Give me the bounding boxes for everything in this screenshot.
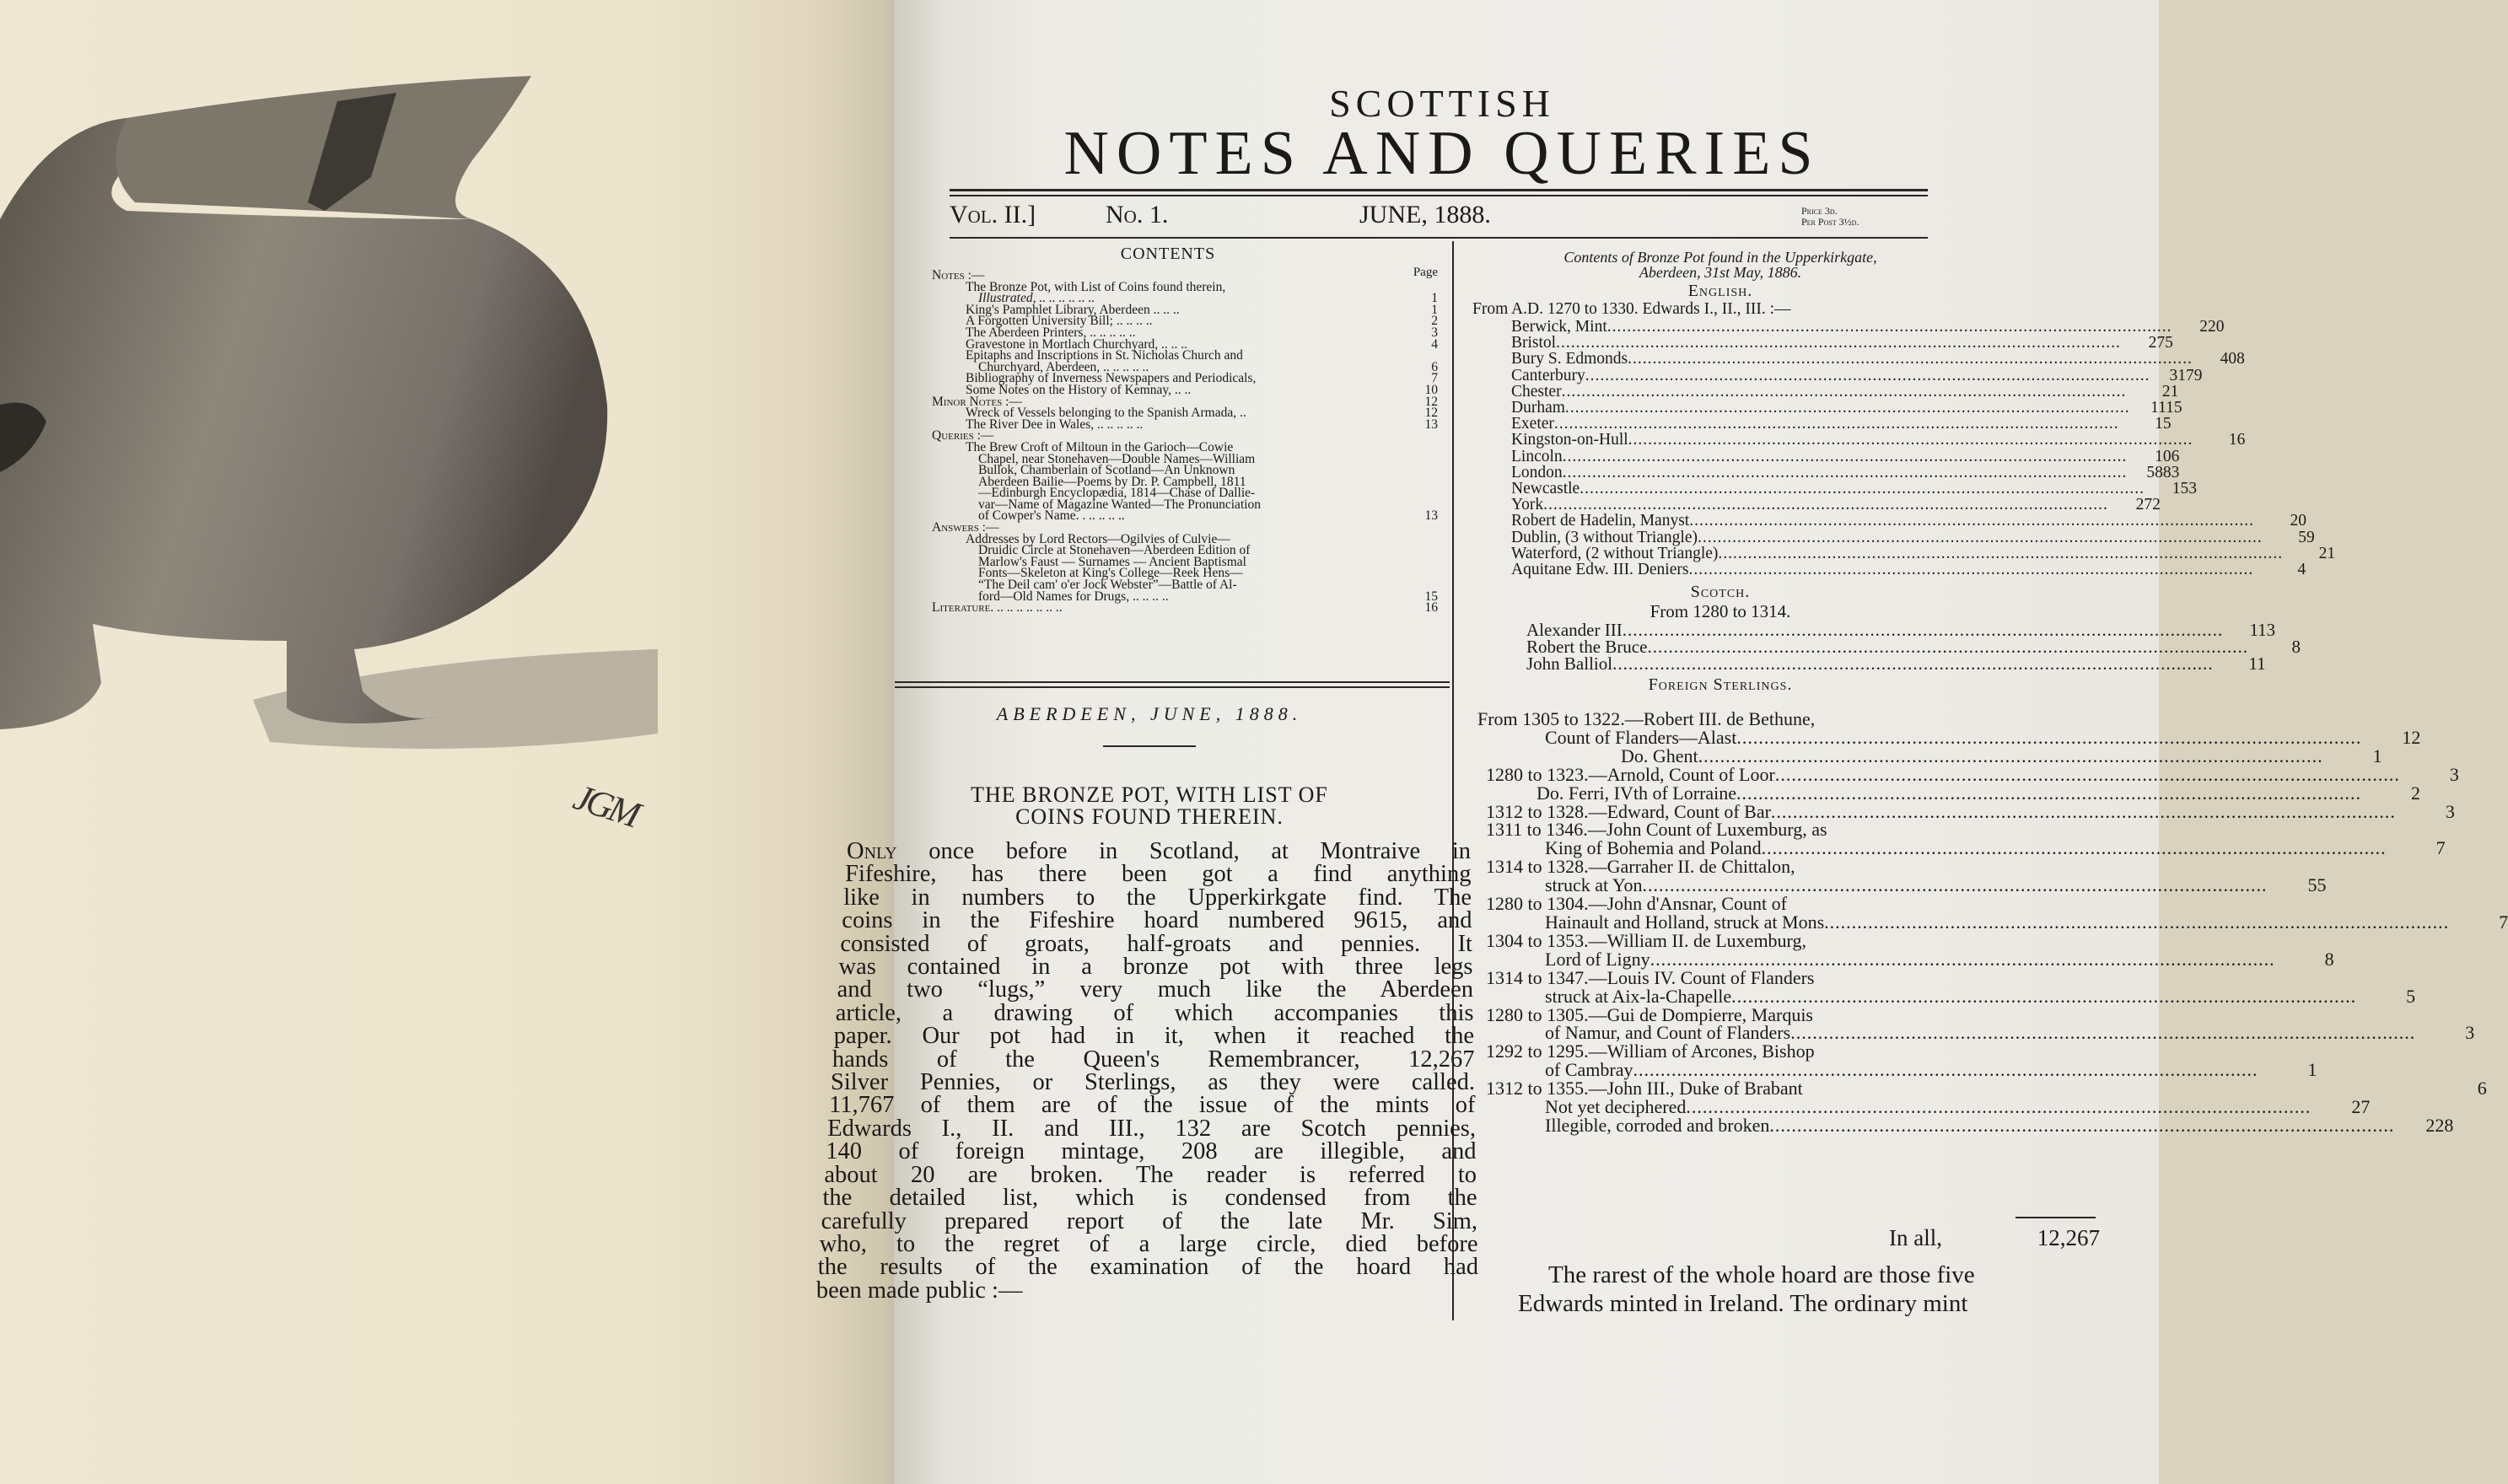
article-body-line xyxy=(847,840,1471,863)
line-text: once before in Scotland, at Montraive in xyxy=(896,838,1471,864)
mint-name: York xyxy=(1511,496,1544,514)
entry-text: Fonts—Skeleton at King's College—Reek Hens— xyxy=(978,566,1243,581)
foreign-entry-text: Count of Flanders—Alast xyxy=(1545,726,1737,748)
total-rule xyxy=(2016,1217,2096,1218)
foreign-entry-row xyxy=(1477,1078,2487,1100)
mint-name: Aquitane Edw. III. Deniers xyxy=(1511,561,1689,579)
line-text: the detailed list, which is condensed from the xyxy=(822,1185,1477,1212)
english-intro: From A.D. 1270 to 1330. Edwards I., II., III. :— xyxy=(1472,300,1791,318)
price-line1: Price 3d. xyxy=(1801,205,1838,217)
entry-text: The Brew Croft of Miltoun in the Garioch—Cowie xyxy=(966,439,1234,454)
coin-row xyxy=(1511,415,2172,433)
dot-leader xyxy=(1771,803,2396,821)
dot-leader xyxy=(1736,729,2361,747)
foreign-entry-text: 1312 to 1355.—John III., Duke of Brabant xyxy=(1486,1078,1803,1100)
article-body-line xyxy=(837,978,1473,1001)
coin-count: 21 xyxy=(2161,382,2179,401)
dot-leader xyxy=(1562,384,2127,400)
masthead-rule-top-2 xyxy=(950,195,1928,196)
dot-leader xyxy=(1563,449,2128,465)
page-number: 12 xyxy=(1424,406,1438,421)
coin-row xyxy=(1526,653,2266,675)
coin-list-title-line1: Contents of Bronze Pot found in the Upperkirkgate, xyxy=(1563,249,1877,266)
dot-leader xyxy=(1628,351,2193,367)
masthead-rule-bottom xyxy=(950,237,1928,239)
coin-row xyxy=(1526,620,2276,641)
total-label: In all, xyxy=(1889,1225,1942,1250)
entry-text: A Forgotten University Bill; .. .. .. .. xyxy=(966,314,1153,329)
coin-row xyxy=(1511,382,2179,401)
dateline: ABERDEEN, JUNE, 1888. xyxy=(996,703,1303,724)
page-number: 7 xyxy=(1431,371,1438,386)
coin-list-title-line2: Aberdeen, 31st May, 1886. xyxy=(1639,264,1802,281)
coin-list xyxy=(1459,249,2336,695)
coin-count: 113 xyxy=(2249,620,2276,641)
dot-leader xyxy=(1718,546,2283,562)
coin-row xyxy=(1511,366,2203,384)
page-number: 2 xyxy=(1431,314,1438,329)
entry-text: Churchyard, Aberdeen, .. .. .. .. .. xyxy=(978,359,1149,374)
article-body-line xyxy=(827,1117,1476,1140)
foreign-entry-line: 1292 to 1295.—William of Arcones, Bishop xyxy=(1486,1040,1815,1062)
coin-count: 7 xyxy=(2435,837,2446,859)
issue-date: JUNE, 1888. xyxy=(1359,201,1491,229)
article-title-line2: COINS FOUND THEREIN. xyxy=(1015,804,1284,829)
page-number: 3 xyxy=(1431,325,1438,340)
foreign-entry-row xyxy=(1477,985,2416,1007)
dot-leader xyxy=(1647,638,2248,655)
entry-text: of Cowper's Name. . .. .. .. .. xyxy=(978,508,1125,524)
entry-text: The Aberdeen Printers, .. .. .. .. .. xyxy=(966,325,1136,340)
coin-count: 272 xyxy=(2135,496,2161,514)
line-text: was contained in a bronze pot with three legs xyxy=(838,954,1473,981)
page-number: 15 xyxy=(1424,589,1438,604)
coin-count: 153 xyxy=(2172,480,2197,498)
mint-name: Robert de Hadelin, Manyst xyxy=(1511,512,1690,530)
entry-text: Bibliography of Inverness Newspapers and Periodicals, xyxy=(966,371,1257,386)
illustration-monogram: JGM xyxy=(568,776,643,836)
foreign-entry-row xyxy=(1477,911,2508,933)
entry-text: ford—Old Names for Drugs, .. .. .. .. xyxy=(978,589,1169,604)
coin-count: 3 xyxy=(2449,763,2459,785)
dot-leader xyxy=(1650,950,2275,969)
page-number: 6 xyxy=(1431,359,1438,374)
article-body-line xyxy=(829,1092,1476,1119)
coin-count: 59 xyxy=(2298,528,2315,546)
bronze-pot-illustration xyxy=(0,0,843,928)
mint-name: Waterford, (2 without Triangle) xyxy=(1511,544,1719,562)
coin-row xyxy=(1511,334,2173,352)
scotch-heading: Scotch. xyxy=(1690,583,1751,602)
foreign-entry-text: Hainault and Holland, struck at Mons xyxy=(1545,911,1825,933)
article-body-line xyxy=(842,909,1472,932)
dot-leader xyxy=(1580,481,2145,497)
continuation-line1: The rarest of the whole hoard are those five xyxy=(1548,1261,1975,1288)
dot-leader xyxy=(1543,497,2108,513)
continuation-line2: Edwards minted in Ireland. The ordinary mint xyxy=(1518,1290,1968,1317)
entry-text: “The Deil cam' o'er Jock Webster”—Battle of Al- xyxy=(978,578,1237,593)
line-text: like in numbers to the Upperkirkgate find. The xyxy=(843,884,1472,911)
section-heading-text: Minor Notes :— xyxy=(932,394,1022,409)
entry-text: Illustrated, .. .. .. .. .. .. xyxy=(978,291,1095,306)
coin-count: 106 xyxy=(2155,447,2180,465)
article-body-line xyxy=(824,1161,1477,1188)
foreign-entry-row xyxy=(1477,837,2446,859)
line-text: Silver Pennies, or Sterlings, as they were called. xyxy=(831,1069,1475,1096)
mint-name: Lincoln xyxy=(1511,447,1563,465)
article-body-line xyxy=(817,1254,1478,1281)
price-line2: Per Post 3½d. xyxy=(1801,216,1859,228)
coin-count: 15 xyxy=(2155,415,2172,433)
line-text: Fifeshire, has there been got a find anything xyxy=(845,861,1472,888)
page-number: 1 xyxy=(1431,291,1438,306)
foreign-entry-row xyxy=(1477,726,2421,748)
coin-count: 220 xyxy=(2199,318,2225,336)
dot-leader xyxy=(1689,513,2254,529)
entry-text: Druidic Circle at Stonehaven—Aberdeen Edition of xyxy=(978,543,1251,558)
coin-count: 3179 xyxy=(2169,366,2203,384)
foreign-entry-text: of Cambray xyxy=(1545,1059,1633,1081)
foreign-entry-line: 1280 to 1305.—Gui de Dompierre, Marquis xyxy=(1486,1003,1813,1025)
entry-text: var—Name of Magazine Wanted—The Pronunciation xyxy=(978,497,1262,512)
coin-count: 408 xyxy=(2220,350,2245,368)
dot-leader xyxy=(1612,655,2214,672)
article-body-line xyxy=(843,886,1472,909)
article-body-line xyxy=(840,930,1472,957)
foreign-entry-text: Do. Ferri, IVth of Lorraine xyxy=(1537,782,1737,804)
masthead-scottish: SCOTTISH xyxy=(1329,82,1555,125)
left-page xyxy=(0,0,911,1484)
foreign-entry-line: 1314 to 1328.—Garraher II. de Chittalon, xyxy=(1486,856,1795,878)
article-title xyxy=(816,784,1483,828)
coin-row xyxy=(1511,561,2306,579)
coin-row xyxy=(1511,496,2161,514)
coin-row xyxy=(1511,318,2225,336)
contents-list xyxy=(898,245,1438,614)
mint-name: Newcastle xyxy=(1511,480,1580,498)
foreign-heading: Foreign Sterlings. xyxy=(1648,675,1793,695)
line-text: Edwards I., II. and III., 132 are Scotch pennies, xyxy=(827,1115,1476,1142)
coin-row xyxy=(1511,399,2182,417)
price xyxy=(1801,206,1859,228)
title-divider xyxy=(1103,745,1196,747)
coin-row xyxy=(1511,463,2180,481)
mint-name: Chester xyxy=(1511,382,1562,401)
volume: Vol. II.] xyxy=(950,201,1036,229)
dot-leader xyxy=(1607,319,2172,335)
dot-leader xyxy=(1643,876,2268,895)
line-text: paper. Our pot had in it, when it reached the xyxy=(833,1023,1474,1050)
coin-count: 4 xyxy=(2297,561,2306,579)
first-word: Only xyxy=(847,838,897,864)
entry-text: Some Notes on the History of Kemnay, .. .. xyxy=(966,382,1192,397)
dot-leader xyxy=(1688,562,2253,578)
line-text: the results of the examination of the hoard had xyxy=(817,1254,1478,1281)
page-number: 4 xyxy=(1431,336,1438,352)
article-body-line xyxy=(816,1279,1479,1302)
entry-text: Chapel, near Stonehaven—Double Names—William xyxy=(978,451,1256,466)
mint-name: Berwick, Mint xyxy=(1511,318,1607,336)
article-body-line xyxy=(822,1185,1477,1212)
foreign-entry-row xyxy=(1477,874,2327,896)
contents-section-heading xyxy=(898,602,1438,614)
foreign-entry-text: 1312 to 1328.—Edward, Count of Bar xyxy=(1486,800,1771,822)
dot-leader xyxy=(1563,465,2128,481)
mint-name: John Balliol xyxy=(1526,653,1613,675)
dot-leader xyxy=(1824,913,2449,932)
foreign-entry-text: Lord of Ligny xyxy=(1545,948,1650,970)
coin-count: 7 xyxy=(2499,911,2508,933)
contents-rule-2 xyxy=(895,686,1450,688)
article-title-line1: THE BRONZE POT, WITH LIST OF xyxy=(971,782,1328,807)
mint-name: Dublin, (3 without Triangle) xyxy=(1511,528,1698,546)
coin-row xyxy=(1511,528,2315,546)
entry-text: Aberdeen Bailie—Poems by Dr. P. Campbell, 1811 xyxy=(978,474,1246,489)
page-number: 10 xyxy=(1424,382,1438,397)
coin-row xyxy=(1511,544,2336,562)
foreign-entry-text: struck at Aix-la-Chapelle xyxy=(1545,985,1732,1007)
coin-count: 3 xyxy=(2445,800,2455,822)
mint-name: Kingston-on-Hull xyxy=(1511,431,1628,449)
mint-name: Durham xyxy=(1511,399,1565,417)
page-number: 12 xyxy=(1424,394,1438,409)
mint-name: Bury S. Edmonds xyxy=(1511,350,1628,368)
coin-list-title xyxy=(1459,250,1982,280)
foreign-entry-line: 1304 to 1353.—William II. de Luxemburg, xyxy=(1486,929,1806,951)
article-body-line xyxy=(833,1023,1474,1050)
article-body-line xyxy=(819,1230,1478,1257)
masthead-title: NOTES AND QUERIES xyxy=(1063,119,1821,188)
total-value: 12,267 xyxy=(2037,1225,2100,1250)
dot-leader xyxy=(1686,1098,2311,1116)
entry-text: Epitaphs and Inscriptions in St. Nicholas Church and xyxy=(966,348,1243,363)
dot-leader xyxy=(1623,621,2224,638)
continuation-text xyxy=(1518,1261,2189,1318)
dot-leader xyxy=(1628,432,2193,448)
line-text: who, to the regret of a large circle, died before xyxy=(819,1230,1478,1257)
foreign-entry-text: 1280 to 1323.—Arnold, Count of Loor xyxy=(1486,763,1775,785)
article-body-line xyxy=(821,1207,1477,1234)
coin-row xyxy=(1511,447,2180,465)
coin-count: 11 xyxy=(2248,653,2266,675)
article-body-line xyxy=(831,1071,1475,1094)
dot-leader xyxy=(1790,1024,2415,1042)
line-text: about 20 are broken. The reader is referred to xyxy=(824,1161,1477,1188)
dot-leader xyxy=(1565,400,2130,416)
mint-name: Alexander III xyxy=(1526,620,1623,641)
coin-count: 12 xyxy=(2402,726,2421,748)
coin-count: 275 xyxy=(2148,334,2173,352)
line-text: been made public :— xyxy=(815,1277,1023,1304)
page-number: 1 xyxy=(1431,302,1438,317)
coin-count: 1115 xyxy=(2150,399,2182,417)
dot-leader xyxy=(1698,747,2323,766)
foreign-entry-text: King of Bohemia and Poland xyxy=(1545,837,1762,859)
page-number: 13 xyxy=(1424,508,1438,524)
dot-leader xyxy=(1769,1116,2394,1135)
entry-text: Marlow's Faust — Surnames — Ancient Baptismal xyxy=(978,554,1246,569)
page-number: 16 xyxy=(1424,600,1438,616)
coin-row xyxy=(1511,480,2197,498)
line-text: coins in the Fifeshire hoard numbered 9615, and xyxy=(842,907,1472,934)
foreign-entry-text: Do. Ghent xyxy=(1621,745,1698,766)
line-text: consisted of groats, half-groats and pennies. It xyxy=(840,930,1472,957)
article-body xyxy=(816,840,1483,1302)
dot-leader xyxy=(1556,335,2121,351)
contents-title: CONTENTS xyxy=(1120,245,1216,263)
contents-rule xyxy=(895,681,1450,683)
line-text: 11,767 of them are of the issue of the mints of xyxy=(829,1092,1476,1119)
dot-leader xyxy=(1775,766,2400,784)
foreign-entry-text: struck at Yon xyxy=(1545,874,1643,896)
dot-leader xyxy=(1585,368,2150,384)
dot-leader xyxy=(1762,839,2387,858)
total-row xyxy=(1889,1225,2100,1251)
line-text: 140 of foreign mintage, 208 are illegible, and xyxy=(826,1138,1477,1165)
foreign-entry-row xyxy=(1477,948,2334,970)
coin-count: 1 xyxy=(2372,745,2382,766)
mint-name: Robert the Bruce xyxy=(1526,637,1648,658)
masthead-rule-top xyxy=(950,189,1928,191)
foreign-entry-line: 1314 to 1347.—Louis IV. Count of Flanders xyxy=(1486,966,1815,988)
entry-text: Bullok, Chamberlain of Scotland—An Unknown xyxy=(978,463,1235,478)
entry-text: Wreck of Vessels belonging to the Spanish Armada, .. xyxy=(966,406,1246,421)
mint-name: Bristol xyxy=(1511,334,1557,352)
article-body-line xyxy=(826,1140,1476,1163)
foreign-entry-text: Illegible, corroded and broken xyxy=(1545,1114,1770,1136)
coin-count: 55 xyxy=(2307,874,2327,896)
mint-name: London xyxy=(1511,463,1563,481)
page-number: 13 xyxy=(1424,417,1438,432)
dot-leader xyxy=(1554,416,2119,432)
foreign-entry-row xyxy=(1477,745,2382,766)
foreign-entry-row xyxy=(1477,1096,2371,1118)
article-body-line xyxy=(832,1048,1475,1071)
coin-count: 228 xyxy=(2425,1114,2454,1136)
coin-count: 2 xyxy=(2411,782,2421,804)
coin-count: 20 xyxy=(2290,512,2306,530)
mint-name: Exeter xyxy=(1511,415,1554,433)
line-text: hands of the Queen's Remembrancer, 12,267 xyxy=(832,1046,1475,1073)
dot-leader xyxy=(1731,987,2356,1006)
dot-leader xyxy=(1698,530,2263,546)
coin-row xyxy=(1511,350,2245,368)
entry-text: —Edinburgh Encyclopædia, 1814—Chase of Dallie- xyxy=(978,486,1256,501)
article-body-line xyxy=(838,954,1473,981)
foreign-entry-text: Not yet deciphered xyxy=(1545,1096,1687,1118)
foreign-entry-row xyxy=(1477,1022,2475,1044)
dot-leader xyxy=(1736,784,2361,803)
page-column-label: Page xyxy=(1413,266,1438,279)
coin-count: 6 xyxy=(2477,1078,2487,1100)
english-heading: English. xyxy=(1687,282,1753,300)
foreign-entry-line: From 1305 to 1322.—Robert III. de Bethune, xyxy=(1477,708,1816,729)
mint-name: Canterbury xyxy=(1511,366,1585,384)
section-heading-text: Literature. .. .. .. .. .. .. .. xyxy=(932,600,1063,616)
coin-count: 27 xyxy=(2351,1096,2371,1118)
coin-count: 8 xyxy=(2291,637,2301,658)
issue-number: No. 1. xyxy=(1106,201,1169,229)
article-body-line xyxy=(835,999,1474,1026)
coin-count: 21 xyxy=(2318,544,2336,562)
coin-count: 5 xyxy=(2406,985,2416,1007)
foreign-entry-line: 1311 to 1346.—John Count of Luxemburg, as xyxy=(1486,819,1827,841)
line-text: article, a drawing of which accompanies this xyxy=(835,999,1474,1026)
entry-text: Gravestone in Mortlach Churchyard, .. .. .. xyxy=(966,336,1188,352)
coin-count: 5883 xyxy=(2146,463,2180,481)
foreign-entry-row xyxy=(1477,763,2459,785)
entry-text: King's Pamphlet Library, Aberdeen .. .. .. xyxy=(966,302,1180,317)
coin-count: 1 xyxy=(2307,1059,2317,1081)
coin-row xyxy=(1511,512,2306,530)
coin-count: 3 xyxy=(2465,1022,2475,1044)
issue-line xyxy=(950,201,1928,234)
entry-text: The River Dee in Wales, .. .. .. .. .. xyxy=(966,417,1144,432)
section-heading-text: Notes :— xyxy=(932,268,985,282)
entry-text: Addresses by Lord Rectors—Ogilvies of Culvie— xyxy=(966,531,1230,546)
line-text: carefully prepared report of the late Mr. Sim, xyxy=(821,1207,1477,1234)
foreign-entry-row xyxy=(1477,800,2455,822)
coin-row xyxy=(1511,431,2246,449)
foreign-entry-text: of Namur, and Count of Flanders xyxy=(1545,1022,1791,1044)
foreign-entry-line: 1280 to 1304.—John d'Ansnar, Count of xyxy=(1486,893,1787,915)
section-heading-text: Answers :— xyxy=(932,520,999,535)
entry-text: The Bronze Pot, with List of Coins found therein, xyxy=(966,279,1226,294)
coin-count: 16 xyxy=(2228,431,2246,449)
foreign-entry-row xyxy=(1477,782,2421,804)
foreign-entry-row xyxy=(1477,1059,2317,1081)
coin-count: 8 xyxy=(2324,948,2334,970)
line-text: and two “lugs,” very much like the Aberdeen xyxy=(837,976,1473,1003)
foreign-list xyxy=(1477,708,2508,1136)
coin-row xyxy=(1526,637,2301,658)
dot-leader xyxy=(1633,1061,2258,1079)
scotch-intro: From 1280 to 1314. xyxy=(1650,601,1791,622)
section-heading-text: Queries :— xyxy=(932,428,994,444)
article xyxy=(816,703,1483,1302)
foreign-entry-row xyxy=(1477,1114,2454,1136)
article-body-line xyxy=(845,861,1472,888)
